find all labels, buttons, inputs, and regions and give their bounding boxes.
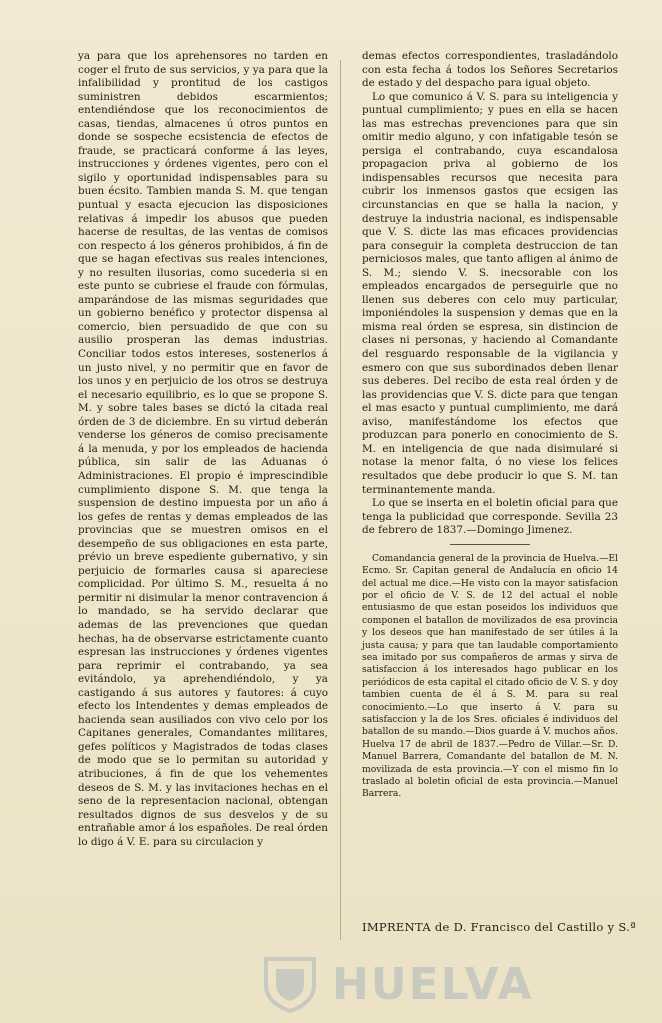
printer-imprint: IMPRENTA de D. Francisco del Castillo y S.ª	[362, 920, 636, 934]
left-column	[78, 50, 328, 849]
right-paragraph: demas efectos correspondientes, trasladándolo con esta fecha á todos los Señores Secretarios de estado y del despacho para igual objeto.	[362, 50, 618, 90]
right-column	[362, 50, 618, 801]
watermark-text: HUELVA	[332, 959, 534, 1010]
archive-watermark	[262, 955, 592, 1015]
column-divider	[340, 60, 341, 940]
huelva-notice	[362, 553, 618, 801]
right-paragraph: Lo que comunico á V. S. para su inteligencia y puntual cumplimiento; y pues en ella se hacen las mas estrechas prevenciones para que sin omitir medio alguno, y con infatigable tesón se persiga el contrabando, cuya escandalosa propagacion priva al gobierno de los indispensables recursos que necesita para cubrir los inmensos gastos que ecsigen las circunstancias en que se halla la nacion, y destruye la industria nacional, es indispensable que V. S. dicte las mas eficaces providencias para conseguir la completa destruccion de tan perniciosos males, que tanto afligen al ánimo de S. M.; siendo V. S. inecsorable con los empleados encargados de perseguirle que no llenen sus deberes con celo muy particular, imponiéndoles la suspension y demas que en la misma real órden se espresa, sin distincion de clases ni personas, y haciendo al Comandante del resguardo responsable de la vigilancia y esmero con que sus subordinados deben llenar sus deberes. Del recibo de esta real órden y de las providencias que V. S. dicte para que tengan el mas esacto y puntual cumplimiento, me dará aviso, manifestándome los efectos que produzcan para ponerlo en conocimiento de S. M. en inteligencia de que nada disimularé si notase la menor falta, ó no viese los felices resultados que debe producir lo que S. M. tan terminantemente manda.	[362, 90, 618, 496]
notice-paragraph: Comandancia general de la provincia de Huelva.—El Ecmo. Sr. Capitan general de Andalucía en oficio 14 del actual me dice.—He visto con la mayor satisfacion por el oficio de V. S. de 12 del actual el noble entusiasmo de que estan poseidos los individuos que componen el batallon de movilizados de esa provincia y los deseos que han manifestado de ser útiles á la justa causa; y para que tan laudable comportamiento sea imitado por sus compañeros de armas y sirva de satisfaccion á los interesados hago publicar en los periódicos de esta capital el citado oficio de V. S. y doy tambien cuenta de él á S. M. para su real conocimiento.—Lo que inserto á V. para su satisfaccion y la de los Sres. oficiales é individuos del batallon de su mando.—Dios guarde á V. muchos años. Huelva 17 de abril de 1837.—Pedro de Villar.—Sr. D. Manuel Barrera, Comandante del batallon de M. N. movilizada de esta provincia.—Y con el mismo fin lo traslado al boletin oficial de esta provincia.—Manuel Barrera.	[362, 552, 618, 800]
section-separator	[450, 544, 530, 545]
shield-icon	[262, 955, 318, 1013]
left-paragraph: ya para que los aprehensores no tarden en coger el fruto de sus servicios, y ya para que la infalibilidad y prontitud de los castigos suministren debidos escarmientos; entendiéndose que los reconocimientos de casas, tiendas, almacenes ú otros puntos en donde se sospeche ecsistencia de efectos de fraude, se practicará conforme á las leyes, instrucciones y órdenes vigentes, pero con el sigilo y oportunidad indispensables para su buen écsito. Tambien manda S. M. que tengan puntual y esacta ejecucion las disposiciones relativas á impedir los abusos que pueden hacerse de resultas, de las ventas de comisos con respecto á los géneros prohibidos, á fin de que se hagan efectivas sus reales intenciones, y no resulten ilusorias, como sucederia si en este punto se cubriese el fraude con fórmulas, amparándose de las mismas seguridades que un gobierno benéfico y protector dispensa al comercio, bien persuadido de que con su ausilio prosperan las demas industrias. Conciliar todos estos intereses, sostenerlos á un justo nivel, y no permitir que en favor de los unos y en perjuicio de los otros se destruya el necesario equilibrio, es lo que se propone S. M. y sobre tales bases se dictó la citada real órden de 3 de diciembre. En su virtud deberán venderse los géneros de comiso precisamente á la menuda, y por los empleados de hacienda pública, sin salir de las Aduanas ó Administraciones. El propio é imprescindible cumplimiento dispone S. M. que tenga la suspension de destino impuesta por un año á los gefes de rentas y demas empleados de las provincias que se muestren omisos en el desempeño de sus obligaciones en esta parte, prévio un breve espediente gubernativo, y sin perjuicio de formarles causa si apareciese complicidad. Por último S. M., resuelta á no permitir ni disimular la menor contravencion á lo mandado, se ha servido declarar que ademas de las prevenciones que quedan hechas, ha de observarse estrictamente cuanto espresan las instrucciones y órdenes vigentes para reprimir el contrabando, ya sea evitándolo, ya aprehendiéndolo, y ya castigando á sus autores y fautores: á cuyo efecto los Intendentes y demas empleados de hacienda sean ausiliados con vivo celo por los Capitanes generales, Comandantes militares, gefes políticos y Magistrados de todas clases de modo que se lo permitan su autoridad y atribuciones, á fin de que los vehementes deseos de S. M. y las invitaciones hechas en el seno de la representacion nacional, obtengan resultados dignos de sus desvelos y de su entrañable amor á los españoles. De real órden lo digo á V. E. para su circulacion y	[78, 50, 328, 848]
right-paragraph: Lo que se inserta en el boletin oficial para que tenga la publicidad que corresponde. Sevilla 23 de febrero de 1837.—Domingo Jimenez.	[362, 497, 618, 537]
